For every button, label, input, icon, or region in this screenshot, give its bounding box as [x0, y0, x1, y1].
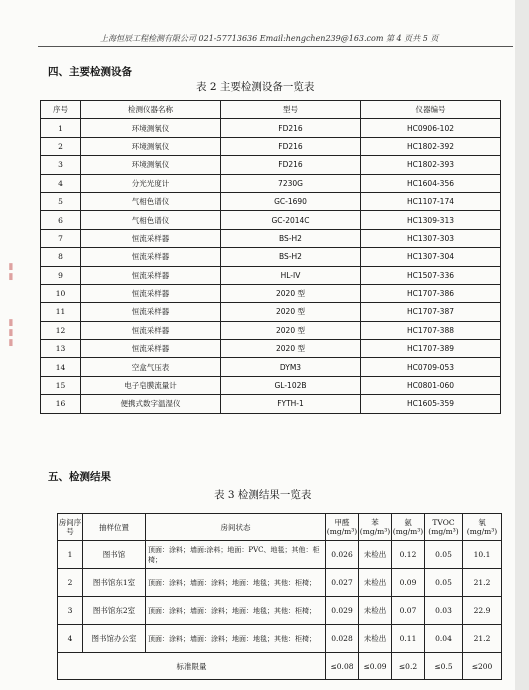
table-3-caption: 表 3 检测结果一览表 [214, 489, 312, 501]
table-cell: HC0801-060 [361, 376, 501, 394]
table-cell: 顶面：涂料；墙面：涂料；地面：地毯；其他：柜椅； [146, 625, 326, 653]
table-cell: 10.1 [463, 541, 502, 569]
table-cell: 图书馆 [83, 541, 146, 569]
table-cell: 0.026 [326, 541, 359, 569]
table-cell: HC1107-174 [361, 192, 501, 210]
table-cell: 气相色谱仪 [81, 211, 221, 229]
table-cell: 2020 型 [221, 321, 361, 339]
table-row [41, 303, 501, 321]
table-cell: 恒流采样器 [81, 321, 221, 339]
column-header: 仪器编号 [361, 101, 501, 119]
column-header: 抽样位置 [83, 514, 146, 541]
table-row [41, 119, 501, 137]
table-cell: 1 [41, 119, 81, 137]
table-cell: HC1707-386 [361, 284, 501, 302]
column-header: 房间序号 [58, 514, 83, 541]
table-row [58, 541, 502, 569]
table-cell: 0.04 [425, 625, 463, 653]
table-cell: BS-H2 [221, 248, 361, 266]
column-header: 甲醛 (mg/m³) [326, 514, 359, 541]
table-cell: 顶面：涂料；墙面:涂料；地面：PVC、地毯；其他：柜椅； [146, 541, 326, 569]
table-cell: HC1507-336 [361, 266, 501, 284]
stamp-mark: ▮▮▮ [6, 318, 16, 348]
table-row [41, 358, 501, 376]
table-cell: 3 [58, 597, 83, 625]
table-row [41, 266, 501, 284]
table-cell: 3 [41, 156, 81, 174]
table-cell: FD216 [221, 156, 361, 174]
table-row [41, 211, 501, 229]
table-cell: 15 [41, 376, 81, 394]
standard-limit-value: ≤200 [463, 653, 502, 680]
table-cell: HC1707-388 [361, 321, 501, 339]
table-row [41, 340, 501, 358]
standard-limit-value: ≤0.5 [425, 653, 463, 680]
table-cell: 环境测氡仪 [81, 137, 221, 155]
table-cell: 恒流采样器 [81, 229, 221, 247]
table-cell: 恒流采样器 [81, 303, 221, 321]
results-table [57, 513, 502, 680]
column-header: 氡 (mg/m³) [463, 514, 502, 541]
table-cell: 2 [41, 137, 81, 155]
table-row [41, 156, 501, 174]
table-cell: 0.03 [425, 597, 463, 625]
table-cell: 12 [41, 321, 81, 339]
table-cell: 图书馆办公室 [83, 625, 146, 653]
table-cell: 4 [58, 625, 83, 653]
table-cell: 21.2 [463, 569, 502, 597]
section-4-title: 四、主要检测设备 [48, 66, 132, 78]
table-cell: 顶面：涂料；墙面：涂料；地面：地毯；其他：柜椅； [146, 569, 326, 597]
table-cell: 4 [41, 174, 81, 192]
table-header-row [58, 514, 502, 541]
table-cell: 0.05 [425, 541, 463, 569]
table-cell: 0.12 [392, 541, 425, 569]
page-edge-shadow [515, 0, 529, 690]
table-cell: 0.09 [392, 569, 425, 597]
table-cell: 0.027 [326, 569, 359, 597]
table-cell: 图书馆东1室 [83, 569, 146, 597]
table-cell: 未检出 [359, 625, 392, 653]
table-cell: 顶面：涂料；墙面：涂料；地面：地毯；其他：柜椅； [146, 597, 326, 625]
table-cell: HC1605-359 [361, 395, 501, 413]
column-header: 苯 (mg/m³) [359, 514, 392, 541]
table-header-row [41, 101, 501, 119]
table-cell: 未检出 [359, 597, 392, 625]
table-cell: 7 [41, 229, 81, 247]
table-row [41, 174, 501, 192]
table-cell: HC1309-313 [361, 211, 501, 229]
table-cell: HC0906-102 [361, 119, 501, 137]
standard-limit-row [58, 653, 502, 680]
table-cell: 0.029 [326, 597, 359, 625]
table-cell: 0.11 [392, 625, 425, 653]
table-cell: GC-2014C [221, 211, 361, 229]
table-cell: 空盒气压表 [81, 358, 221, 376]
table-cell: HC1707-389 [361, 340, 501, 358]
table-cell: 2020 型 [221, 303, 361, 321]
table-row [58, 569, 502, 597]
table-cell: 恒流采样器 [81, 248, 221, 266]
table-cell: 21.2 [463, 625, 502, 653]
table-cell: 环境测氡仪 [81, 156, 221, 174]
table-cell: 分光光度计 [81, 174, 221, 192]
table-cell: HC1707-387 [361, 303, 501, 321]
table-cell: 未检出 [359, 569, 392, 597]
standard-limit-value: ≤0.2 [392, 653, 425, 680]
table-row [58, 597, 502, 625]
table-cell: 6 [41, 211, 81, 229]
stamp-mark: ▮▮ [6, 262, 16, 282]
table-row [41, 284, 501, 302]
column-header: 型号 [221, 101, 361, 119]
table-cell: HC1604-356 [361, 174, 501, 192]
table-cell: 16 [41, 395, 81, 413]
table-cell: 14 [41, 358, 81, 376]
table-cell: HC1802-392 [361, 137, 501, 155]
table-row [41, 395, 501, 413]
table-cell: 环境测氡仪 [81, 119, 221, 137]
table-cell: 10 [41, 284, 81, 302]
table-cell: 1 [58, 541, 83, 569]
table-cell: GC-1690 [221, 192, 361, 210]
standard-limit-value: ≤0.08 [326, 653, 359, 680]
standard-limit-label: 标准限量 [58, 653, 326, 680]
table-row [41, 376, 501, 394]
column-header: 检测仪器名称 [81, 101, 221, 119]
header-rule [38, 46, 513, 47]
table-cell: 8 [41, 248, 81, 266]
table-cell: 7230G [221, 174, 361, 192]
table-cell: HC1307-304 [361, 248, 501, 266]
table-cell: 2020 型 [221, 340, 361, 358]
table-cell: HC1802-393 [361, 156, 501, 174]
table-cell: 22.9 [463, 597, 502, 625]
table-cell: HC0709-053 [361, 358, 501, 376]
equipment-table [40, 100, 501, 414]
table-cell: 0.028 [326, 625, 359, 653]
table-cell: BS-H2 [221, 229, 361, 247]
table-cell: 图书馆东2室 [83, 597, 146, 625]
table-cell: 13 [41, 340, 81, 358]
table-row [41, 229, 501, 247]
table-row [41, 192, 501, 210]
table-row [41, 321, 501, 339]
standard-limit-value: ≤0.09 [359, 653, 392, 680]
column-header: 氨 (mg/m³) [392, 514, 425, 541]
table-cell: HC1307-303 [361, 229, 501, 247]
table-cell: FD216 [221, 119, 361, 137]
column-header: 序号 [41, 101, 81, 119]
table-cell: 0.05 [425, 569, 463, 597]
table-cell: 便携式数字温湿仪 [81, 395, 221, 413]
table-cell: FYTH-1 [221, 395, 361, 413]
table-cell: 9 [41, 266, 81, 284]
column-header: TVOC (mg/m³) [425, 514, 463, 541]
table-cell: 恒流采样器 [81, 266, 221, 284]
table-cell: 2020 型 [221, 284, 361, 302]
table-row [41, 137, 501, 155]
table-cell: 11 [41, 303, 81, 321]
table-cell: 5 [41, 192, 81, 210]
page-header: 上海恒辰工程检测有限公司 021-57713636 Email:hengchen239@163.com 第 4 页共 5 页 [100, 34, 439, 43]
table-cell: 0.07 [392, 597, 425, 625]
table-cell: GL-102B [221, 376, 361, 394]
table-cell: 2 [58, 569, 83, 597]
table-row [58, 625, 502, 653]
table-cell: 气相色谱仪 [81, 192, 221, 210]
table-cell: 恒流采样器 [81, 340, 221, 358]
table-2-caption: 表 2 主要检测设备一览表 [196, 81, 315, 93]
section-5-title: 五、检测结果 [48, 471, 111, 483]
table-cell: 未检出 [359, 541, 392, 569]
table-cell: HL-IV [221, 266, 361, 284]
table-cell: FD216 [221, 137, 361, 155]
table-cell: 电子皂膜流量计 [81, 376, 221, 394]
table-cell: 恒流采样器 [81, 284, 221, 302]
table-row [41, 248, 501, 266]
column-header: 房间状态 [146, 514, 326, 541]
table-cell: DYM3 [221, 358, 361, 376]
